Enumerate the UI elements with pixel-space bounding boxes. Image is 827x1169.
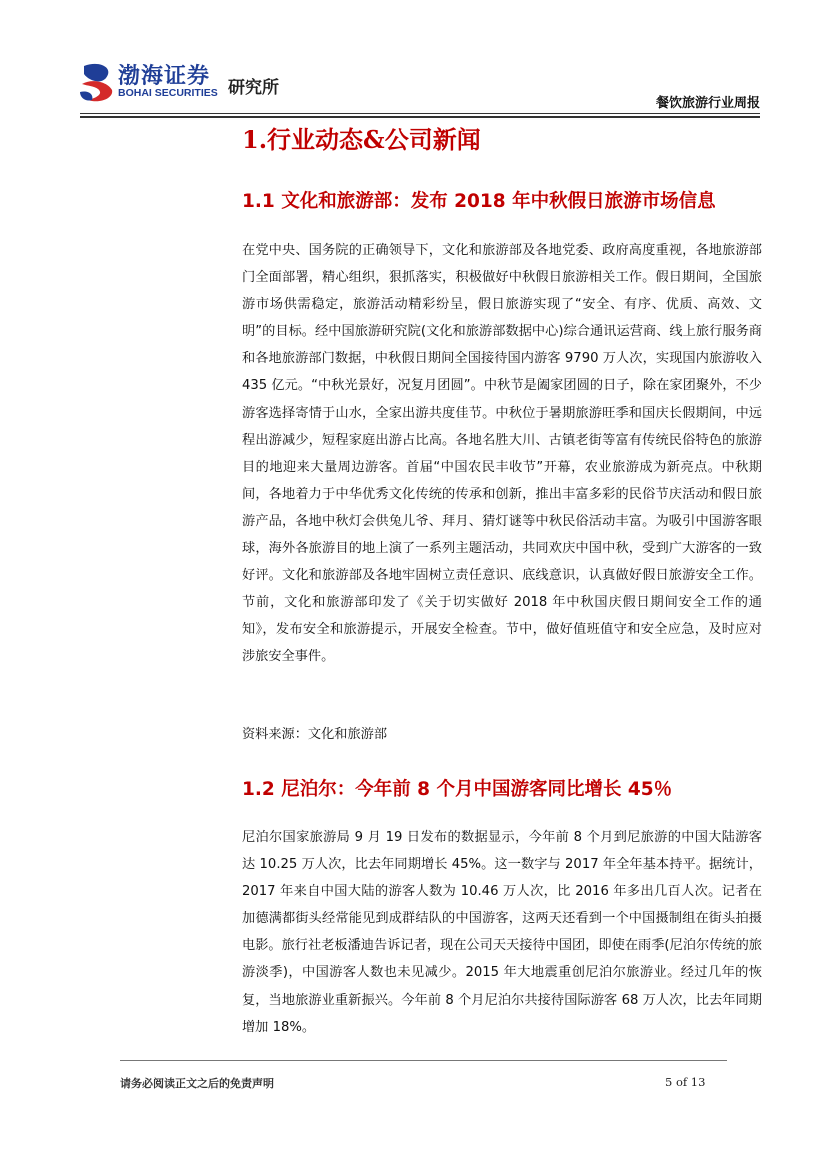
bohai-emblem-icon	[78, 60, 116, 104]
article-2-heading: 1.2 尼泊尔：今年前 8 个月中国游客同比增长 45％	[242, 779, 673, 800]
header-divider-thick	[80, 116, 760, 118]
section-heading: 1.行业动态&公司新闻	[242, 125, 481, 154]
article-1-body: 在党中央、国务院的正确领导下，文化和旅游部及各地党委、政府高度重视，各地旅游部门全面部署，精心组织，狠抓落实，积极做好中秋假日旅游相关工作。假日期间，全国旅游市场供需稳定，旅游活动精彩纷呈，假日旅游实现了“安全、有序、优质、高效、文明”的目标。经中国旅游研究院(文化和旅游部数据中心)综合通讯运营商、线上旅行服务商和各地旅游部门数据，中秋假日期间全国接待国内游客 9790 万人次，实现国内旅游收入 435 亿元。“中秋光景好，况复月团圆”。中秋节是阖家团圆的日子，除在家团聚外，不少游客选择寄情于山水，全家出游共度佳节。中秋位于暑期旅游旺季和国庆长假期间，中远程出游减少，短程家庭出游占比高。各地名胜大川、古镇老街等富有传统民俗特色的旅游目的地迎来大量周边游客。首届“中国农民丰收节”开幕，农业旅游成为新亮点。中秋期间，各地着力于中华优秀文化传统的传承和创新，推出丰富多彩的民俗节庆活动和假日旅游产品，各地中秋灯会供兔儿爷、拜月、猜灯谜等中秋民俗活动丰富。为吸引中国游客眼球，海外各旅游目的地上演了一系列主题活动，共同欢庆中国中秋，受到广大游客的一致好评。文化和旅游部及各地牢固树立责任意识、底线意识，认真做好假日旅游安全工作。节前，文化和旅游部印发了《关于切实做好 2018 年中秋国庆假日期间安全工作的通知》，发布安全和旅游提示，开展安全检查。节中，做好值班值守和安全应急，及时应对涉旅安全事件。	[242, 243, 762, 665]
header-divider	[80, 113, 760, 114]
footer-disclaimer: 请务必阅读正文之后的免责声明	[120, 1077, 274, 1090]
logo-english-name: BOHAI SECURITIES	[118, 87, 218, 99]
page-number: 5 of 13	[665, 1075, 706, 1089]
company-logo	[78, 60, 288, 106]
logo-chinese-name: 渤海证券	[118, 63, 211, 89]
article-1-source: 资料来源：文化和旅游部	[242, 727, 388, 742]
article-2-body: 尼泊尔国家旅游局 9 月 19 日发布的数据显示，今年前 8 个月到尼旅游的中国大陆游客达 10.25 万人次，比去年同期增长 45%。这一数字与 2017 年全年基本持平。据统计，2017 年来自中国大陆的游客人数为 10.46 万人次，比 2016 年多出几百人次。记者在加德满都街头经常能见到成群结队的中国游客，这两天还看到一个中国摄制组在街头拍摄电影。旅行社老板潘迪告诉记者，现在公司天天接待中国团，即使在雨季(尼泊尔传统的旅游淡季)，中国游客人数也未见减少。2015 年大地震重创尼泊尔旅游业。经过几年的恢复，当地旅游业重新振兴。今年前 8 个月尼泊尔共接待国际游客 68 万人次，比去年同期增加 18%。	[242, 830, 762, 1035]
report-title: 餐饮旅游行业周报	[655, 96, 760, 111]
logo-subtitle: 研究所	[228, 78, 279, 98]
article-1-heading: 1.1 文化和旅游部：发布 2018 年中秋假日旅游市场信息	[242, 191, 716, 212]
footer-divider	[120, 1060, 727, 1061]
